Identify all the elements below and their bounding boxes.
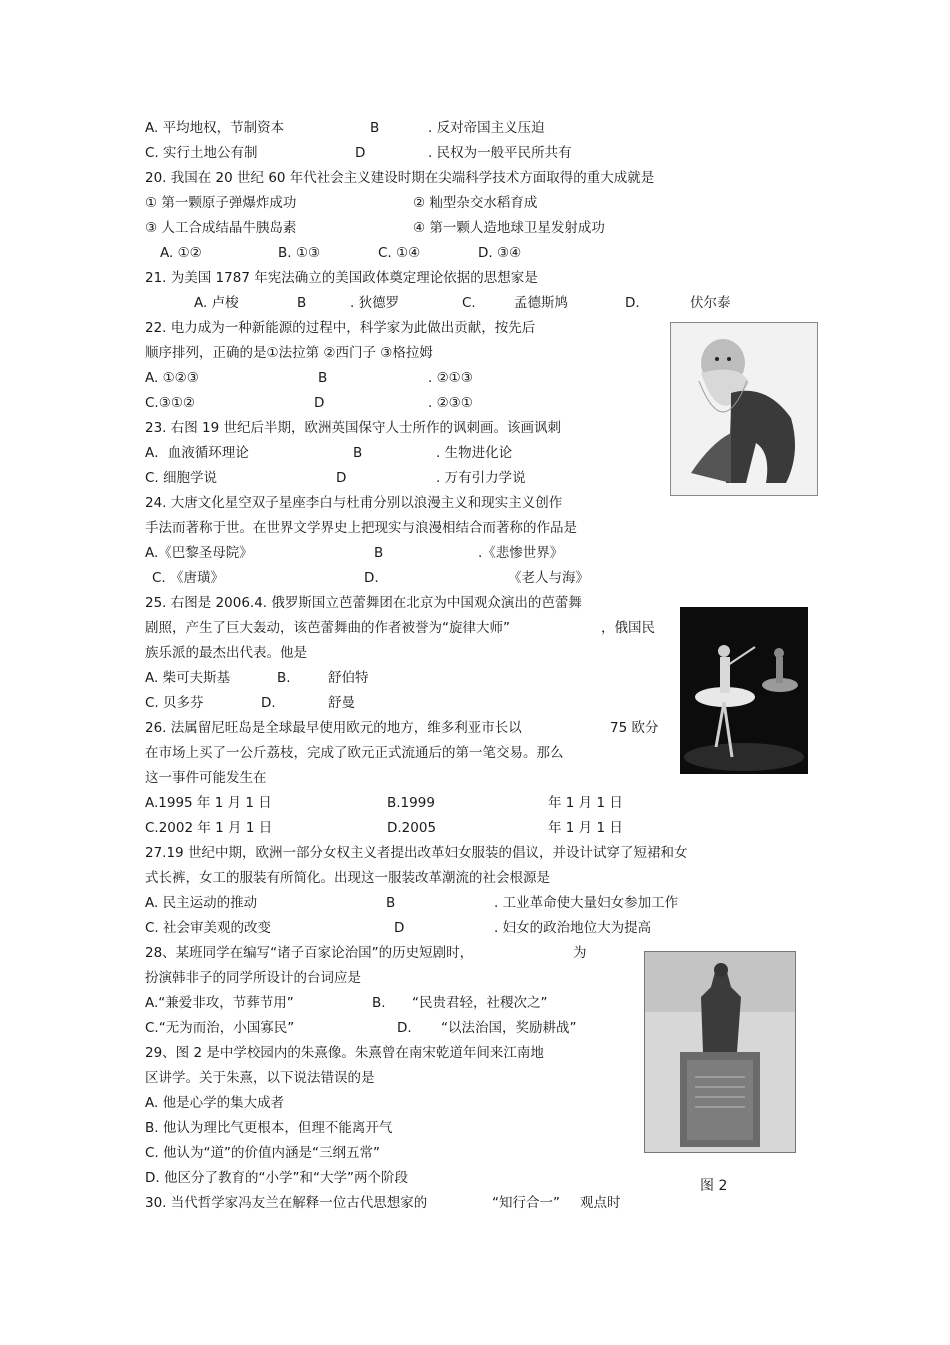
text-line-25-seg-1: 26. 法属留尼旺岛是全球最早使用欧元的地方，维多利亚市长以 (145, 720, 522, 736)
text-line-21-seg-1: 剧照，产生了巨大轰动，该芭蕾舞曲的作者被誉为“旋律大师” (145, 620, 510, 636)
text-line-4-seg-1: ① 第一颗原子弹爆炸成功 (145, 195, 297, 211)
text-line-6-seg-4: D. ③④ (478, 245, 522, 261)
darwin-caricature-image (670, 322, 818, 496)
text-line-36-seg-3: “民贵君轻，社稷次之” (412, 995, 548, 1011)
text-line-11-seg-2: B (318, 370, 328, 386)
text-line-8-seg-6: D. (625, 295, 640, 311)
text-line-5-seg-2: ④ 第一颗人造地球卫星发射成功 (413, 220, 605, 236)
text-line-5-seg-1: ③ 人工合成结晶牛胰岛素 (145, 220, 297, 236)
text-line-41-seg-1: B. 他认为理比气更根本，但理不能离开气 (145, 1120, 393, 1136)
text-line-37-seg-3: “以法治国，奖励耕战” (441, 1020, 577, 1036)
text-line-1-seg-2: B (370, 120, 380, 136)
text-line-28-seg-1: A.1995 年 1 月 1 日 (145, 795, 272, 811)
text-line-18-seg-2: B (374, 545, 384, 561)
text-line-11-seg-1: A. ①②③ (145, 370, 199, 386)
text-line-22-seg-1: 族乐派的最杰出代表。他是 (145, 645, 307, 661)
text-line-7-seg-1: 21. 为美国 1787 年宪法确立的美国政体奠定理论依据的思想家是 (145, 270, 538, 286)
text-line-23-seg-1: A. 柴可夫斯基 (145, 670, 231, 686)
figure-caption: 图 2 (700, 1178, 728, 1194)
zhu-xi-statue-image (644, 951, 796, 1153)
text-line-36-seg-2: B. (372, 995, 386, 1011)
text-line-24-seg-1: C. 贝多芬 (145, 695, 204, 711)
text-line-32-seg-3: . 工业革命使大量妇女参加工作 (494, 895, 679, 911)
text-line-8-seg-7: 伏尔泰 (690, 295, 731, 311)
text-line-31-seg-1: 式长裤，女工的服装有所简化。出现这一服装改革潮流的社会根源是 (145, 870, 550, 886)
text-line-15-seg-3: . 万有引力学说 (436, 470, 526, 486)
text-line-38-seg-1: 29、图 2 是中学校园内的朱熹像。朱熹曾在南宋乾道年间来江南地 (145, 1045, 544, 1061)
text-line-14-seg-1: A．血液循环理论 (145, 445, 249, 461)
text-line-34-seg-1: 28、某班同学在编写“诸子百家论治国”的历史短剧时， (145, 945, 474, 961)
text-line-27-seg-1: 这一事件可能发生在 (145, 770, 267, 786)
text-line-19-seg-1: C. 《唐璜》 (152, 570, 225, 586)
text-line-24-seg-2: D. (261, 695, 276, 711)
text-line-29-seg-2: D.2005 (387, 820, 437, 836)
text-line-14-seg-2: B (353, 445, 363, 461)
text-line-1-seg-1: A. 平均地权，节制资本 (145, 120, 285, 136)
text-line-29-seg-3: 年 1 月 1 日 (548, 820, 623, 836)
text-line-2-seg-1: C. 实行土地公有制 (145, 145, 258, 161)
text-line-23-seg-3: 舒伯特 (328, 670, 369, 686)
text-line-8-seg-2: B (297, 295, 307, 311)
ballet-performance-image (680, 607, 808, 774)
text-line-19-seg-2: D. (364, 570, 379, 586)
text-line-36-seg-1: A.“兼爱非攻，节葬节用” (145, 995, 294, 1011)
text-line-32-seg-1: A. 民主运动的推动 (145, 895, 258, 911)
text-line-2-seg-3: . 民权为一般平民所共有 (428, 145, 572, 161)
text-line-4-seg-2: ② 籼型杂交水稻育成 (413, 195, 538, 211)
text-line-12-seg-1: C.③①② (145, 395, 196, 411)
text-line-8-seg-5: 孟德斯鸠 (514, 295, 568, 311)
text-line-44-seg-2: “知行合一” (492, 1195, 560, 1211)
text-line-2-seg-2: D (355, 145, 366, 161)
text-line-44-seg-1: 30. 当代哲学家冯友兰在解释一位古代思想家的 (145, 1195, 428, 1211)
text-line-19-seg-3: 《老人与海》 (508, 570, 589, 586)
text-line-37-seg-2: D. (397, 1020, 412, 1036)
text-line-14-seg-3: . 生物进化论 (436, 445, 513, 461)
text-line-13-seg-1: 23. 右图 19 世纪后半期，欧洲英国保守人士所作的讽刺画。该画讽刺 (145, 420, 562, 436)
text-line-28-seg-3: 年 1 月 1 日 (548, 795, 623, 811)
text-line-9-seg-1: 22. 电力成为一种新能源的过程中，科学家为此做出贡献，按先后 (145, 320, 536, 336)
text-line-21-seg-2: ，俄国民 (601, 620, 655, 636)
text-line-43-seg-1: D. 他区分了教育的“小学”和“大学”两个阶段 (145, 1170, 408, 1186)
text-line-32-seg-2: B (386, 895, 396, 911)
text-line-40-seg-1: A. 他是心学的集大成者 (145, 1095, 285, 1111)
text-line-44-seg-3: 观点时 (580, 1195, 621, 1211)
text-line-15-seg-2: D (336, 470, 347, 486)
text-line-6-seg-1: A. ①② (160, 245, 202, 261)
text-line-12-seg-2: D (314, 395, 325, 411)
text-line-12-seg-3: . ②③① (428, 395, 473, 411)
text-line-37-seg-1: C.“无为而治，小国寡民” (145, 1020, 295, 1036)
text-line-15-seg-1: C. 细胞学说 (145, 470, 218, 486)
text-line-11-seg-3: . ②①③ (428, 370, 473, 386)
text-line-26-seg-1: 在市场上买了一公斤荔枝，完成了欧元正式流通后的第一笔交易。那么 (145, 745, 564, 761)
text-line-34-seg-2: 为 (573, 945, 587, 961)
text-line-25-seg-2: 75 欧分 (610, 720, 659, 736)
text-line-33-seg-2: D (394, 920, 405, 936)
text-line-33-seg-3: . 妇女的政治地位大为提高 (494, 920, 652, 936)
text-line-28-seg-2: B.1999 (387, 795, 435, 811)
text-line-39-seg-1: 区讲学。关于朱熹，以下说法错误的是 (145, 1070, 375, 1086)
text-line-16-seg-1: 24. 大唐文化星空双子星座李白与杜甫分别以浪漫主义和现实主义创作 (145, 495, 563, 511)
text-line-3-seg-1: 20. 我国在 20 世纪 60 年代社会主义建设时期在尖端科学技术方面取得的重大成就是 (145, 170, 655, 186)
text-line-6-seg-3: C. ①④ (378, 245, 421, 261)
text-line-20-seg-1: 25. 右图是 2006.4. 俄罗斯国立芭蕾舞团在北京为中国观众演出的芭蕾舞 (145, 595, 582, 611)
text-line-24-seg-3: 舒曼 (328, 695, 355, 711)
text-line-8-seg-4: C. (462, 295, 476, 311)
text-line-33-seg-1: C. 社会审美观的改变 (145, 920, 272, 936)
text-line-1-seg-3: . 反对帝国主义压迫 (428, 120, 545, 136)
text-line-17-seg-1: 手法而著称于世。在世界文学界史上把现实与浪漫相结合而著称的作品是 (145, 520, 577, 536)
text-line-10-seg-1: 顺序排列，正确的是①法拉第 ②西门子 ③格拉姆 (145, 345, 433, 361)
text-line-18-seg-1: A.《巴黎圣母院》 (145, 545, 253, 561)
text-line-8-seg-3: . 狄德罗 (350, 295, 400, 311)
text-line-18-seg-3: .《悲惨世界》 (478, 545, 564, 561)
text-line-29-seg-1: C.2002 年 1 月 1 日 (145, 820, 273, 836)
text-line-35-seg-1: 扮演韩非子的同学所设计的台词应是 (145, 970, 361, 986)
text-line-42-seg-1: C. 他认为“道”的价值内涵是“三纲五常” (145, 1145, 380, 1161)
text-line-6-seg-2: B. ①③ (278, 245, 321, 261)
text-line-30-seg-1: 27.19 世纪中期，欧洲一部分女权主义者提出改革妇女服装的倡议，并设计试穿了短裙和女 (145, 845, 688, 861)
text-line-8-seg-1: A. 卢梭 (194, 295, 239, 311)
text-line-23-seg-2: B. (277, 670, 291, 686)
